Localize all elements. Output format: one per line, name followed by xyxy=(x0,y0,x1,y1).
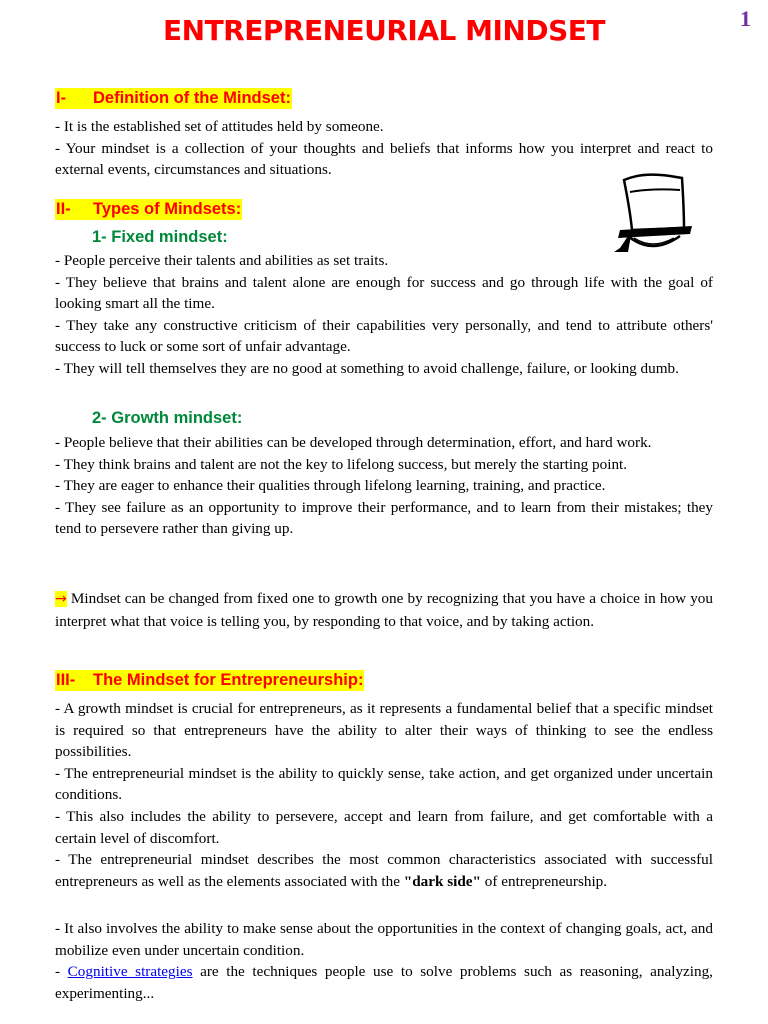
section-body-fixed xyxy=(55,250,713,380)
paragraph: - Your mindset is a collection of your thoughts and beliefs that informs how you interpret and react to external events, circumstances and situations. xyxy=(55,139,713,179)
arrow-icon: → xyxy=(55,591,67,607)
paragraph: - They think brains and talent are not the key to lifelong success, but merely the starting point. xyxy=(55,455,628,473)
paragraph: - A growth mindset is crucial for entrepreneurs, as it represents a fundamental belief that a specific mindset is required so that entrepreneurs have the ability to alter their ways of thinking to see the endless possibilities. xyxy=(55,700,713,761)
section-number: III- xyxy=(56,671,76,689)
dark-side-before: - The entrepreneurial mindset describes the most common characteristics associated with successful entrepreneurs as well as the elements associated with the xyxy=(55,851,713,890)
paragraph: - They will tell themselves they are no good at something to avoid challenge, failure, or looking dumb. xyxy=(55,359,679,377)
paragraph: - They believe that brains and talent alone are enough for success and go through life with the goal of looking smart all the time. xyxy=(55,273,713,313)
dash: - xyxy=(55,963,68,981)
paragraph: - People perceive their talents and abilities as set traits. xyxy=(55,252,389,269)
subheading-fixed-mindset: 1- Fixed mindset: xyxy=(92,228,228,246)
paragraph: - They are eager to enhance their qualities through lifelong learning, training, and practice. xyxy=(55,477,606,495)
note-paragraph xyxy=(55,588,713,632)
section-number: I- xyxy=(56,89,67,107)
paragraph: - They see failure as an opportunity to improve their performance, and to learn from their mistakes; they tend to persevere rather than giving up. xyxy=(55,498,713,538)
section-title: The Mindset for Entrepreneurship: xyxy=(93,671,364,689)
dark-side-after: of entrepreneurship. xyxy=(480,872,608,890)
paragraph xyxy=(55,961,713,1004)
dark-side-term: "dark side" xyxy=(403,872,481,890)
paragraph: - It also involves the ability to make sense about the opportunities in the context of changing goals, act, and mobilize even under uncertain condition. xyxy=(55,920,713,959)
cognitive-strategies-link[interactable]: Cognitive strategies xyxy=(67,963,193,981)
section-heading-definition xyxy=(55,88,292,109)
section-title: Definition of the Mindset: xyxy=(93,89,291,107)
note-text: Mindset can be changed from fixed one to growth one by recognizing that you have a choice in how you interpret what that voice is telling you, by responding to that voice, and by taking action. xyxy=(55,590,713,630)
hat-icon xyxy=(612,170,692,256)
cognitive-text: are the techniques people use to solve problems such as reasoning, analyzing, experimenting... xyxy=(55,963,713,1002)
paragraph xyxy=(55,849,713,892)
paragraph: - It is the established set of attitudes held by someone. xyxy=(55,118,384,135)
paragraph: - People believe that their abilities can be developed through determination, effort, and hard work. xyxy=(55,434,652,451)
paragraph: - This also includes the ability to persevere, accept and learn from failure, and get comfortable with a certain level of discomfort. xyxy=(55,807,713,847)
section-number: II- xyxy=(56,200,71,218)
section-heading-entrepreneurship xyxy=(55,670,364,691)
section-body-context xyxy=(55,918,713,1004)
page-number: 1 xyxy=(740,6,751,31)
section-title: Types of Mindsets: xyxy=(93,200,242,218)
section-body-growth xyxy=(55,432,713,540)
section-heading-types xyxy=(55,199,242,220)
paragraph: - They take any constructive criticism of their capabilities very personally, and tend to attribute others' success to luck or some sort of unfair advantage. xyxy=(55,316,713,356)
page-title: ENTREPRENEURIAL MINDSET xyxy=(163,14,605,47)
subheading-growth-mindset: 2- Growth mindset: xyxy=(92,409,243,427)
paragraph: - The entrepreneurial mindset is the ability to quickly sense, take action, and get organized under uncertain conditions. xyxy=(55,764,713,804)
section-body-entrepreneurship xyxy=(55,698,713,892)
